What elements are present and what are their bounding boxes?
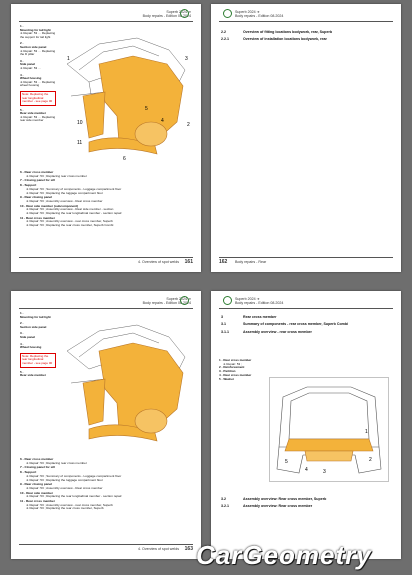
callout-number: 5 [285,459,288,465]
page-163 [11,291,201,559]
legend-list: 6 - Rear cross member ➔ Repair: 53 ; Replacing rear cross member 7 - Closing panel for sill 8 - Support ➔ Repair: 53 ; Summary of components - Luggage compartment floor ➔ Repair: 53 ; Replacing the luggage compartment floor 9 - Rear closing panel ➔ Repair: 53 ; Assembly overview - Rear cross member 10 - Rear side member (subcomponent) ➔ Repair: 53 ; Assembly overview - Rear side member - section ➔ Repair: 53 ; Replacing the rear longitudinal member - section repair 11 - Rear cross member ➔ Repair: 53 ; Assembly overview - rear cross member, Superb ➔ Repair: 53 ; Replacing the rear cross member, Superb Combi [20,170,122,228]
header-manual: Body repairs - Edition 08.2024 [142,14,191,19]
callout-sidebar [20,25,56,126]
rear-cross-member-diagram [269,377,389,482]
callout-number: 4 [305,467,308,473]
callout-item: 5 - Rear side member ➔ Repair: 53 … Replacing rear side member [20,107,56,123]
callout-number: 10 [77,120,83,126]
callout-item: 3 - Side panel ➔ Repair: 53 … [20,58,42,70]
header-rule [219,308,393,309]
callout-number: 2 [369,457,372,463]
callout-number: 2 [187,122,190,128]
callout-number: 1 [67,56,70,62]
page-header: Superb 2024 ➔ Body repairs - Edition 08.2024 [142,297,191,306]
callout-number: 6 [123,156,126,162]
callout-number: 3 [185,56,188,62]
cargeometry-watermark: CarGeometry [196,540,372,570]
page-164 [211,291,401,559]
body-shell-diagram [59,26,194,166]
section-headings-lower: 3.2 Assembly overview: Rear cross member, Superb 3.2.1 Assembly overview: Rear cross member [221,497,327,509]
page-header: Superb 2024 ➔ Body repairs - Edition 08.2024 [235,297,284,306]
callout-number: 1 [365,429,368,435]
body-shell-diagram [59,313,194,453]
callout-number: 4 [161,118,164,124]
page-footer: 162 Body repairs - Rear [219,257,393,266]
page-footer: 4. Overview of spot welds 163 [19,544,193,553]
page-161 [11,4,201,272]
header-rule [19,308,193,309]
callout-note: Note: Replacing the rear longitudinal member - see page 00 [20,91,56,106]
header-rule [219,21,393,22]
skoda-logo-icon [180,9,189,18]
callout-number: 5 [145,106,148,112]
page-162 [211,4,401,272]
callout-item: 4 - Wheel housing ➔ Repair: 53 … Replacing wheel housing [20,72,56,88]
legend-list: 6 - Rear cross member ➔ Repair: 53 ; Replacing rear cross member 7 - Closing panel for sill 8 - Support ➔ Repair: 53 ; Summary of components - Luggage compartment floor ➔ Repair: 53 ; Replacing the luggage compartment floor 9 - Rear closing panel ➔ Repair: 53 ; Assembly overview - Rear cross member 10 - Rear side member ➔ Repair: 53 ; Replacing the rear longitudinal member - section repair 11 - Rear cross member ➔ Repair: 53 ; Assembly overview - rear cross member, Superb ➔ Repair: 53 ; Replacing the rear cross member, Superb [20,457,122,511]
callout-sidebar: 1 - Mounting for tail light 2 - Section side panel 3 - Side panel 4 - Wheel housing Note: Replacing the rear longitudinal member - see page 00 5 - Rear side member [20,312,56,381]
skoda-logo-icon [223,296,232,305]
skoda-logo-icon [180,296,189,305]
skoda-logo-icon [223,9,232,18]
section-headings: 2.2 Overview of fitting locations bodywork, rear, Superb 2.2.1 Overview of installation locations bodywork, rear [221,30,333,42]
callout-item: 1 - Mounting for tail light ➔ Repair: 53 … Replacing the support for tail light [20,24,56,39]
header-model: Superb 2024 ➔ [166,10,191,14]
callout-number: 3 [323,469,326,475]
callout-item: 2 - Section side panel ➔ Repair: 53 … Replacing the D pillar [20,41,56,57]
page-header: Superb 2024 ➔ Body repairs - Edition 08.2024 [235,10,284,19]
page-footer: 4. Overview of spot welds 161 [19,257,193,266]
parts-list: 1 - Rear cross member ➔ Repair: 53 ; 2 - Reinforcement 3 - Partition 4 - Rear cross member 5 - Washer [219,358,252,381]
callout-number: 11 [77,140,83,146]
section-headings: 3 Rear cross member 3.1 Summary of components - rear cross member, Superb Combi 3.1.1 Assembly overview - rear cross member [221,315,349,334]
header-rule [19,21,193,22]
callout-note: Note: Replacing the rear longitudinal member - see page 00 [20,353,56,368]
